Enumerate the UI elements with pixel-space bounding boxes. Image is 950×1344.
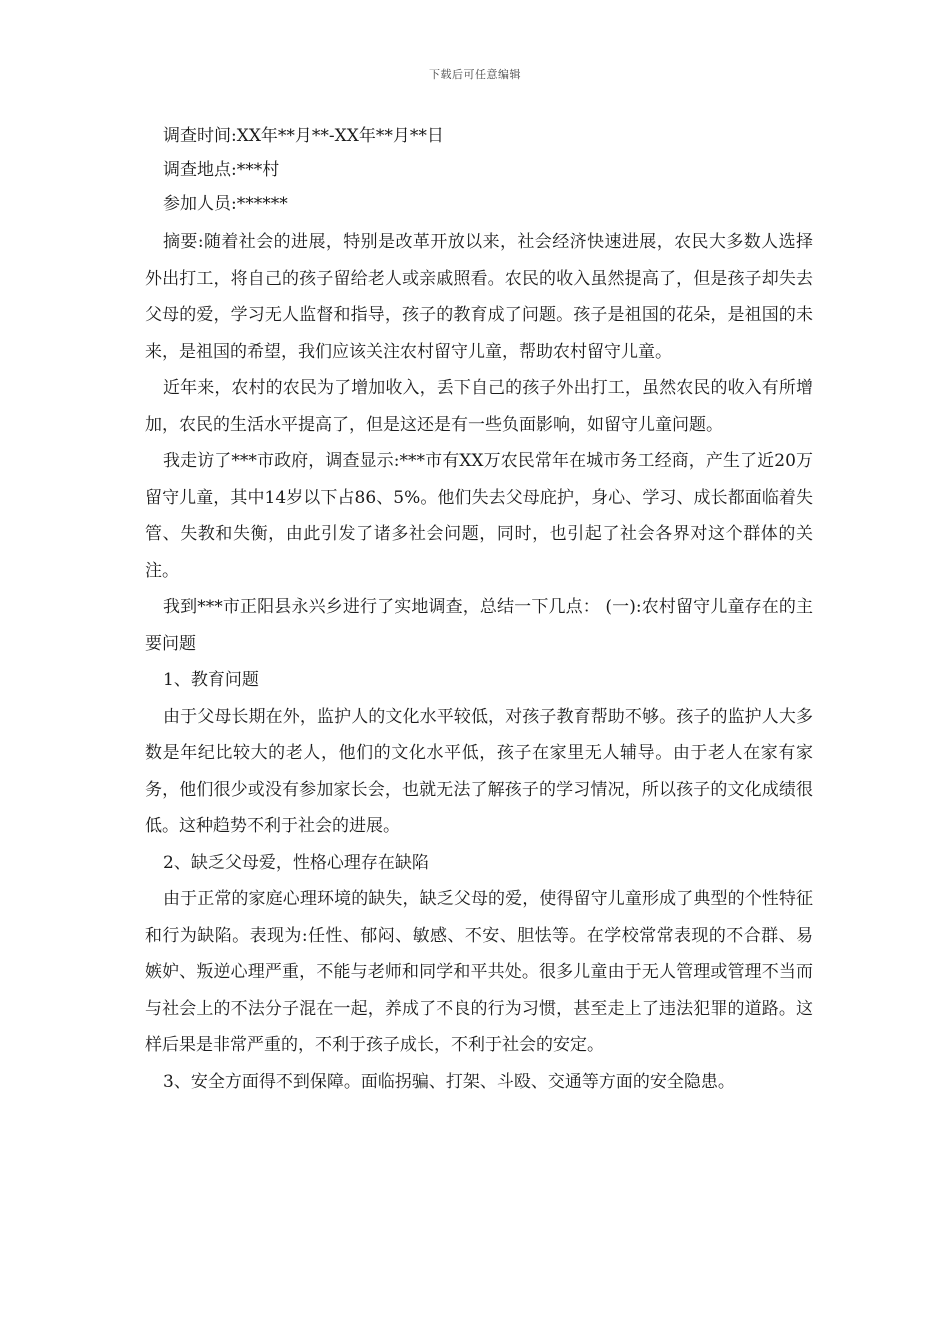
survey-place: 调查地点:***村 — [163, 160, 280, 180]
abstract-paragraph: 摘要:随着社会的进展，特别是改革开放以来，社会经济快速进展，农民大多数人选择外出打工，将自己的孩子留给老人或亲戚照看。农民的收入虽然提高了，但是孩子却失去父母的爱，学习无人监督和指导，孩子的教育成了问题。孩子是祖国的花朵，是祖国的未来，是祖国的希望，我们应该关注农村留守儿童，帮助农村留守儿童。 — [145, 232, 813, 362]
document-body — [145, 122, 813, 1100]
header-note: 下载后可任意编辑 — [429, 68, 521, 81]
intro-paragraph: 近年来，农村的农民为了增加收入，丢下自己的孩子外出打工，虽然农民的收入有所增加，农民的生活水平提高了，但是这还是有一些负面影响，如留守儿童问题。 — [145, 378, 813, 435]
section-heading-education: 1、教育问题 — [163, 670, 259, 690]
field-survey-paragraph: 我到***市正阳县永兴乡进行了实地调查，总结一下几点： (一):农村留守儿童存在的主要问题 — [145, 597, 813, 654]
parental-love-paragraph: 由于正常的家庭心理环境的缺失，缺乏父母的爱，使得留守儿童形成了典型的个性特征和行为缺陷。表现为:任性、郁闷、敏感、不安、胆怯等。在学校常常表现的不合群、易嫉妒、叛逆心理严重，不能与老师和同学和平共处。很多儿童由于无人管理或管理不当而与社会上的不法分子混在一起，养成了不良的行为习惯，甚至走上了违法犯罪的道路。这样后果是非常严重的，不利于孩子成长，不利于社会的安定。 — [145, 889, 813, 1055]
survey-time: 调查时间:XX年**月**-XX年**月**日 — [163, 126, 444, 146]
section-heading-safety: 3、安全方面得不到保障。面临拐骗、打架、斗殴、交通等方面的安全隐患。 — [163, 1071, 735, 1092]
survey-members: 参加人员:****** — [163, 194, 288, 214]
section-heading-parental-love: 2、缺乏父母爱，性格心理存在缺陷 — [163, 852, 429, 873]
survey-findings-paragraph: 我走访了***市政府，调查显示:***市有XX万农民常年在城市务工经商，产生了近20万留守儿童，其中14岁以下占86、5%。他们失去父母庇护，身心、学习、成长都面临着失管、失教和失衡，由此引发了诸多社会问题，同时，也引起了社会各界对这个群体的关注。 — [145, 451, 813, 581]
education-paragraph: 由于父母长期在外，监护人的文化水平较低，对孩子教育帮助不够。孩子的监护人大多数是年纪比较大的老人，他们的文化水平低，孩子在家里无人辅导。由于老人在家有家务，他们很少或没有参加家长会，也就无法了解孩子的学习情况，所以孩子的文化成绩很低。这种趋势不利于社会的进展。 — [145, 706, 813, 836]
